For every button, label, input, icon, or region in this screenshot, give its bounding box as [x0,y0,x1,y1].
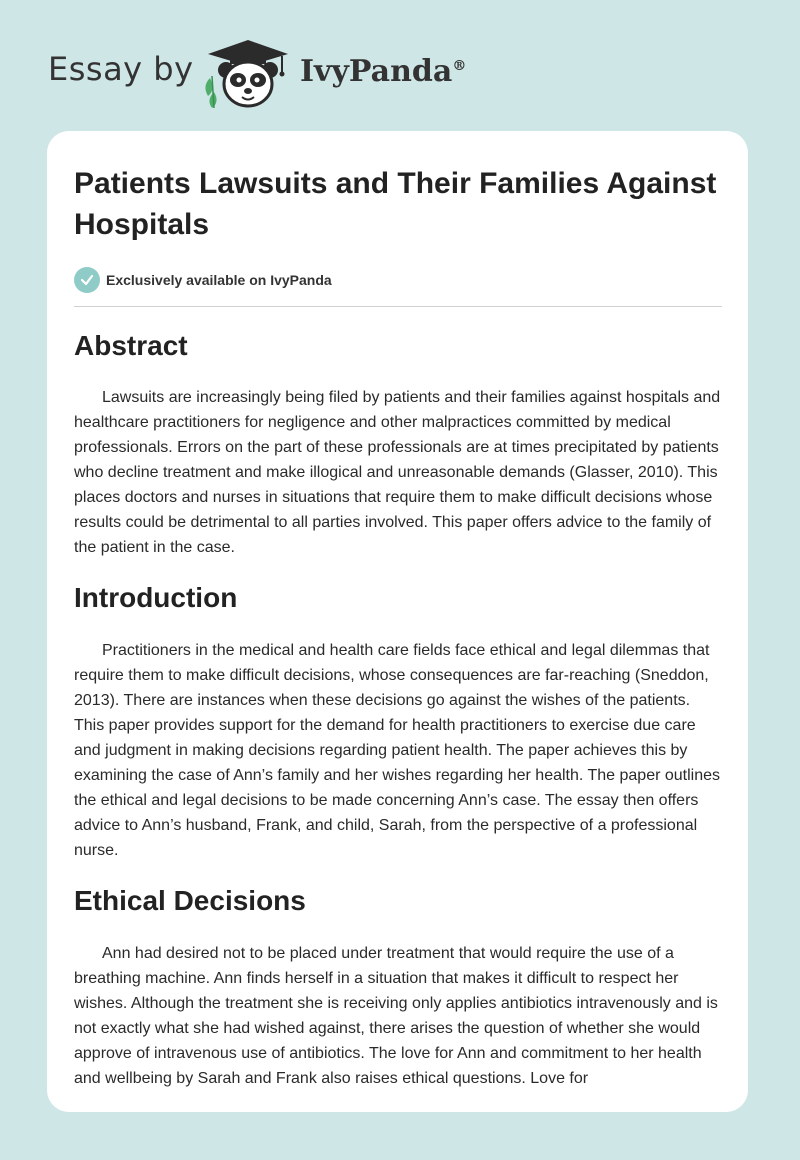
section-text-ethical-decisions: Ann had desired not to be placed under treatment that would require the use of a breathing machine. Ann finds herself in a situation that makes it difficult to respect her wishes. Although the treatment she is receiving only applies antibiotics intravenously and is not exactly what she had wished against, there arises the question of whether she would approve of intravenous use of antibiotics. The love for Ann and commitment to her health and wellbeing by Sarah and Frank also raises ethical questions. Love for [74,945,718,1087]
article-card [47,131,748,1112]
site-header [0,0,800,130]
exclusive-badge [74,266,724,294]
section-text-introduction: Practitioners in the medical and health care fields face ethical and legal dilemmas that require them to make difficult decisions, whose consequences are far-reaching (Sneddon, 2013). There are instances when these decisions go against the wishes of the patients. This paper provides support for the demand for health practitioners to exercise due care and judgment in making decisions regarding patient health. The paper achieves this by examining the case of Ann’s family and her wishes regarding her health. The paper outlines the ethical and legal decisions to be made concerning Ann’s case. The essay then offers advice to Ann’s husband, Frank, and child, Sarah, from the perspective of a professional nurse. [74,642,721,859]
brand-name[interactable] [300,54,466,89]
section-heading-abstract: Abstract [74,330,188,361]
exclusive-badge-text: Exclusively available on IvyPanda [106,272,332,288]
section-text-abstract: Lawsuits are increasingly being filed by patients and their families against hospitals and healthcare practitioners for negligence and other malpractices committed by medical professionals. Errors on the part of these professionals are at times precipitated by patients who decline treatment and make illogical and unreasonable demands (Glasser, 2010). This places doctors and nurses in situations that require them to make difficult decisions whose results could be detrimental to all parties involved. This paper offers advice to the family of the patient in the case. [74,389,721,556]
registered-mark: ® [452,58,467,74]
checkmark-icon [74,267,100,293]
article-content [74,163,724,1091]
essay-by-label: Essay by [48,50,194,88]
section-heading-introduction: Introduction [74,582,238,613]
panda-logo-icon[interactable] [200,38,296,110]
article-title: Patients Lawsuits and Their Families Against Hospitals [74,167,717,241]
section-heading-ethical-decisions: Ethical Decisions [74,885,306,916]
brand-text: IvyPanda [300,54,453,89]
title-divider [74,306,722,307]
